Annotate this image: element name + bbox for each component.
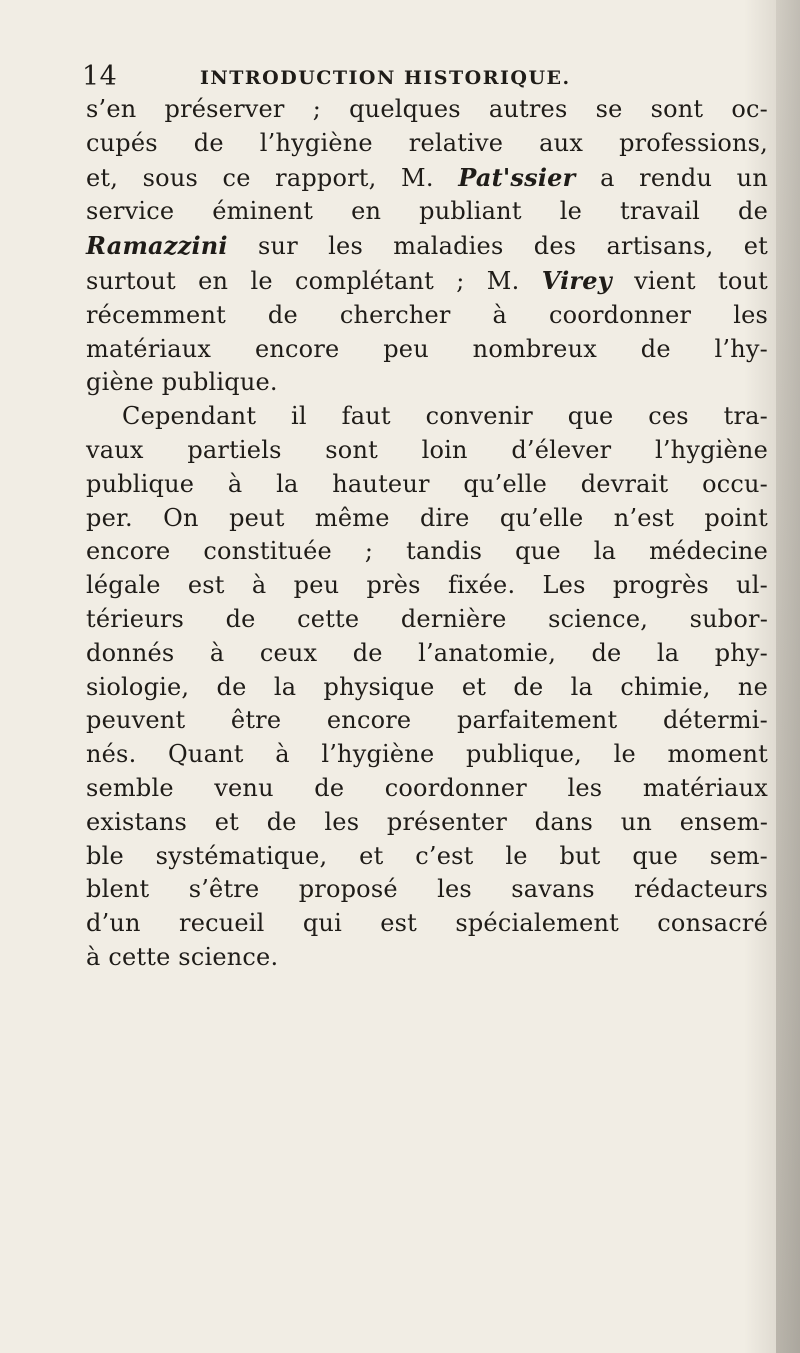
- text-line: d’un recueil qui est spécialement consacré: [86, 909, 768, 938]
- text-line: vaux partiels sont loin d’élever l’hygiène: [86, 435, 768, 464]
- text-line: et, sous ce rapport, M. Pat'ssier a rendu un: [86, 162, 768, 192]
- text-line: Ramazzini sur les maladies des artisans, et: [86, 231, 768, 261]
- main-text: [86, 93, 780, 975]
- text-line: encore constituée ; tandis que la médecine: [86, 537, 768, 566]
- page-header: [82, 60, 702, 96]
- author-name: Ramazzini: [86, 231, 228, 261]
- text-line: surtout en le complétant ; M. Virey vient tout: [86, 265, 768, 295]
- text-line: semble venu de coordonner les matériaux: [86, 773, 768, 802]
- text-line: blent s’être proposé les savans rédacteurs: [86, 875, 768, 904]
- text-line: s’en préserver ; quelques autres se sont oc-: [86, 95, 768, 123]
- text-line: nés. Quant à l’hygiène publique, le moment: [86, 740, 768, 769]
- text-line: service éminent en publiant le travail de: [86, 197, 768, 226]
- page-number: 14: [82, 61, 118, 92]
- text-line: existans et de les présenter dans un ensem-: [86, 807, 768, 836]
- text-line: giène publique.: [86, 368, 278, 397]
- author-name: Virey: [541, 265, 612, 295]
- text-line: ble systématique, et c’est le but que sem-: [86, 841, 768, 870]
- text-line: légale est à peu près fixée. Les progrès ul-: [86, 571, 768, 600]
- text-line: matériaux encore peu nombreux de l’hy-: [86, 334, 768, 363]
- text-line: publique à la hauteur qu’elle devrait occu-: [86, 469, 768, 498]
- text-line: Cependant il faut convenir que ces tra-: [122, 402, 768, 431]
- text-line: à cette science.: [86, 942, 279, 971]
- text-line: donnés à ceux de l’anatomie, de la phy-: [86, 638, 768, 667]
- running-head: INTRODUCTION HISTORIQUE.: [200, 67, 571, 89]
- text-line: térieurs de cette dernière science, subor-: [86, 604, 768, 633]
- text-line: peuvent être encore parfaitement détermi-: [86, 706, 768, 735]
- text-line: siologie, de la physique et de la chimie, ne: [86, 672, 768, 701]
- author-name: Pat'ssier: [458, 162, 576, 192]
- text-line: per. On peut même dire qu’elle n’est point: [86, 503, 768, 532]
- text-line: cupés de l’hygiène relative aux professions,: [86, 128, 768, 157]
- text-line: récemment de chercher à coordonner les: [86, 300, 768, 329]
